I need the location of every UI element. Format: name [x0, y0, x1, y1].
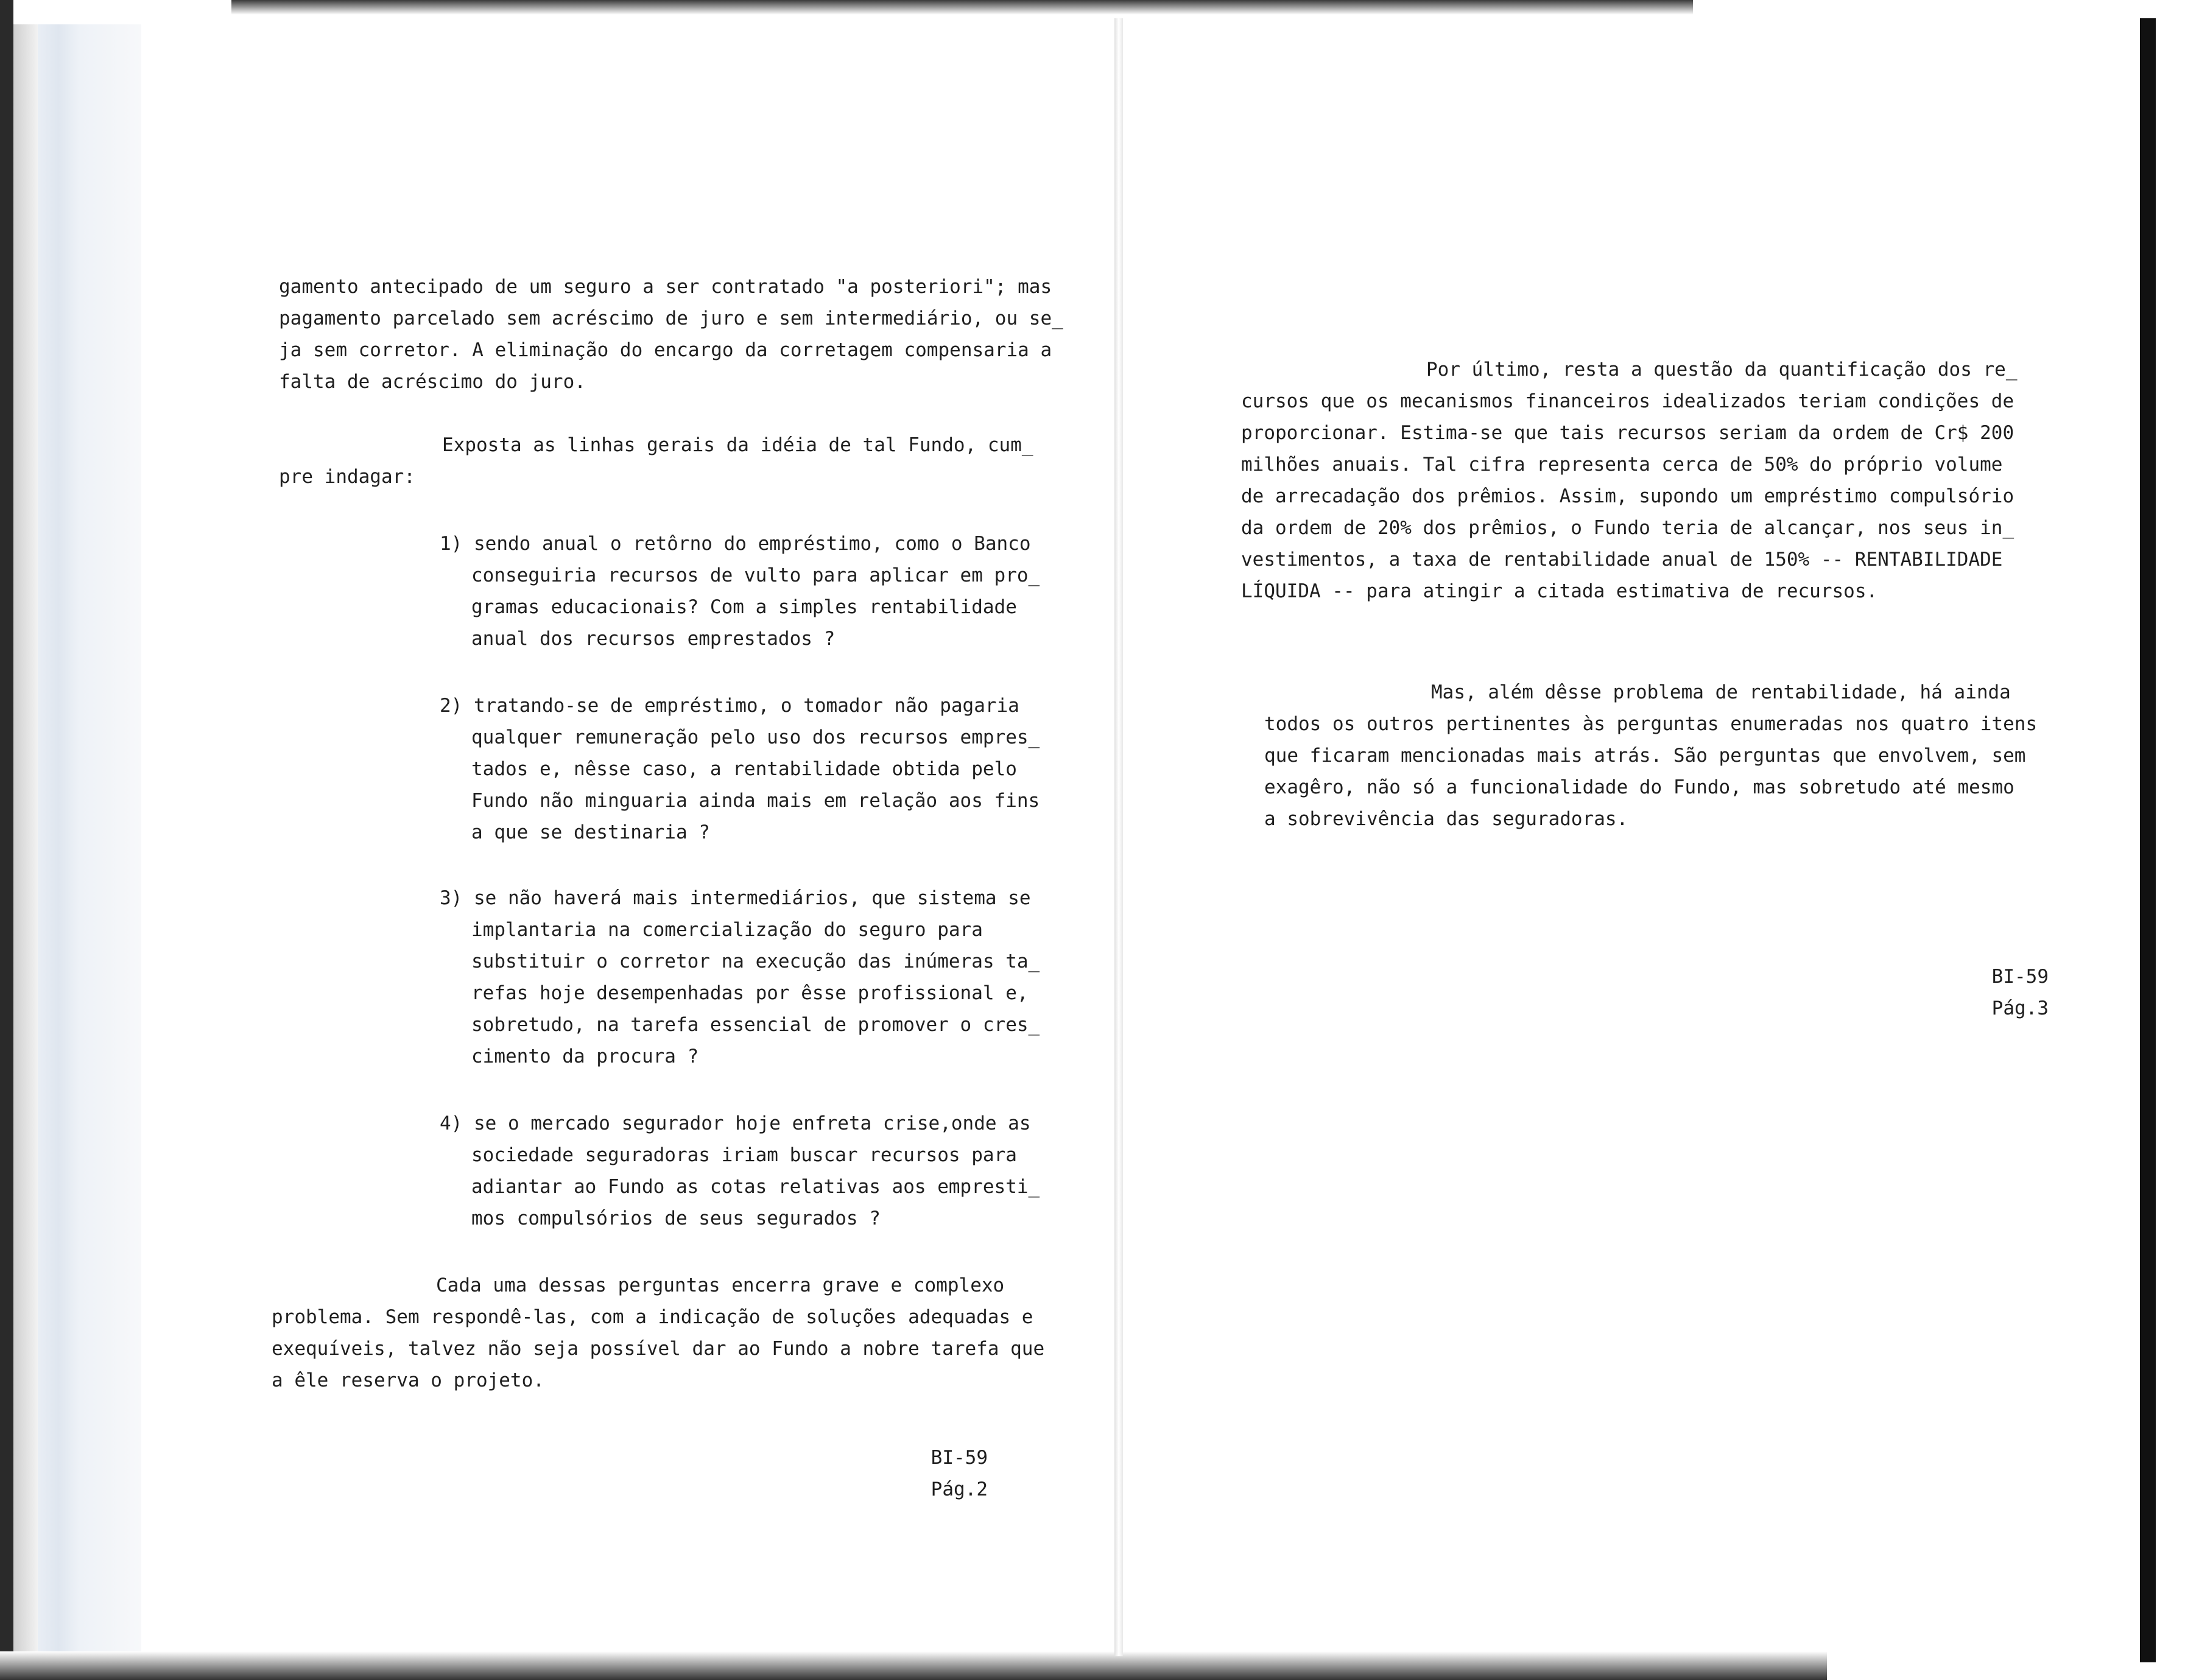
page-number: Pág.3 — [1991, 997, 2049, 1019]
text-line: exequíveis, talvez não seja possível dar ao Fundo a nobre tarefa que — [272, 1338, 1045, 1360]
text-line: Por último, resta a questão da quantificação dos re_ — [1426, 359, 2018, 381]
text-line: tados e, nêsse caso, a rentabilidade obtida pelo — [471, 758, 1017, 780]
text-line: de arrecadação dos prêmios. Assim, supondo um empréstimo compulsório — [1241, 485, 2014, 507]
text-line: Mas, além dêsse problema de rentabilidade, há ainda — [1431, 681, 2011, 703]
text-line: implantaria na comercialização do seguro para — [471, 919, 983, 941]
text-line: falta de acréscimo do juro. — [279, 371, 586, 393]
text-line: vestimentos, a taxa de rentabilidade anual de 150% -- RENTABILIDADE — [1241, 549, 2003, 571]
text-line: pagamento parcelado sem acréscimo de juro e sem intermediário, ou se_ — [279, 308, 1063, 329]
document-code: BI-59 — [1991, 966, 2049, 988]
text-line: a êle reserva o projeto. — [272, 1369, 544, 1391]
text-line: gramas educacionais? Com a simples rentabilidade — [471, 596, 1017, 618]
text-line: pre indagar: — [279, 466, 415, 488]
text-line: Exposta as linhas gerais da idéia de tal Fundo, cum_ — [442, 434, 1033, 456]
text-line: a que se destinaria ? — [471, 821, 710, 843]
list-item: 3) se não haverá mais intermediários, que sistema se — [440, 887, 1031, 909]
list-item: 4) se o mercado segurador hoje enfreta crise,onde as — [440, 1112, 1031, 1134]
text-line: cimento da procura ? — [471, 1046, 699, 1067]
scan-right-edge — [2140, 18, 2156, 1662]
right-page — [1123, 0, 2140, 1680]
text-line: substituir o corretor na execução das inúmeras ta_ — [471, 951, 1040, 972]
text-line: adiantar ao Fundo as cotas relativas aos empresti_ — [471, 1176, 1040, 1198]
text-line: ja sem corretor. A eliminação do encargo da corretagem compensaria a — [279, 339, 1052, 361]
text-line: milhões anuais. Tal cifra representa cerca de 50% do próprio volume — [1241, 454, 2003, 476]
text-line: Cada uma dessas perguntas encerra grave e complexo — [436, 1274, 1005, 1296]
text-line: proporcionar. Estima-se que tais recursos seriam da ordem de Cr$ 200 — [1241, 422, 2014, 444]
text-line: que ficaram mencionadas mais atrás. São perguntas que envolvem, sem — [1264, 745, 2026, 767]
text-line: a sobrevivência das seguradoras. — [1264, 808, 1628, 830]
text-line: da ordem de 20% dos prêmios, o Fundo teria de alcançar, nos seus in_ — [1241, 517, 2014, 539]
text-line: todos os outros pertinentes às perguntas enumeradas nos quatro itens — [1264, 713, 2038, 735]
text-line: exagêro, não só a funcionalidade do Fundo, mas sobretudo até mesmo — [1264, 776, 2014, 798]
text-line: mos compulsórios de seus segurados ? — [471, 1207, 881, 1229]
document-code: BI-59 — [931, 1447, 988, 1469]
text-line: anual dos recursos emprestados ? — [471, 628, 836, 650]
text-line: gamento antecipado de um seguro a ser contratado "a posteriori"; mas — [279, 276, 1052, 298]
center-gutter — [1114, 18, 1123, 1656]
text-line: LÍQUIDA -- para atingir a citada estimativa de recursos. — [1241, 580, 1878, 602]
text-line: Fundo não minguaria ainda mais em relação aos fins — [471, 790, 1040, 812]
text-line: sociedade seguradoras iriam buscar recursos para — [471, 1144, 1017, 1166]
text-line: sobretudo, na tarefa essencial de promover o cres_ — [471, 1014, 1040, 1036]
text-line: cursos que os mecanismos financeiros idealizados teriam condições de — [1241, 390, 2014, 412]
list-item: 2) tratando-se de empréstimo, o tomador não pagaria — [440, 695, 1019, 717]
text-line: conseguiria recursos de vulto para aplicar em pro_ — [471, 564, 1040, 586]
text-line: problema. Sem respondê-las, com a indicação de soluções adequadas e — [272, 1306, 1033, 1328]
text-line: qualquer remuneração pelo uso dos recursos empres_ — [471, 726, 1040, 748]
page-number: Pág.2 — [931, 1478, 988, 1500]
text-line: refas hoje desempenhadas por êsse profissional e, — [471, 982, 1029, 1004]
list-item: 1) sendo anual o retôrno do empréstimo, como o Banco — [440, 533, 1031, 555]
